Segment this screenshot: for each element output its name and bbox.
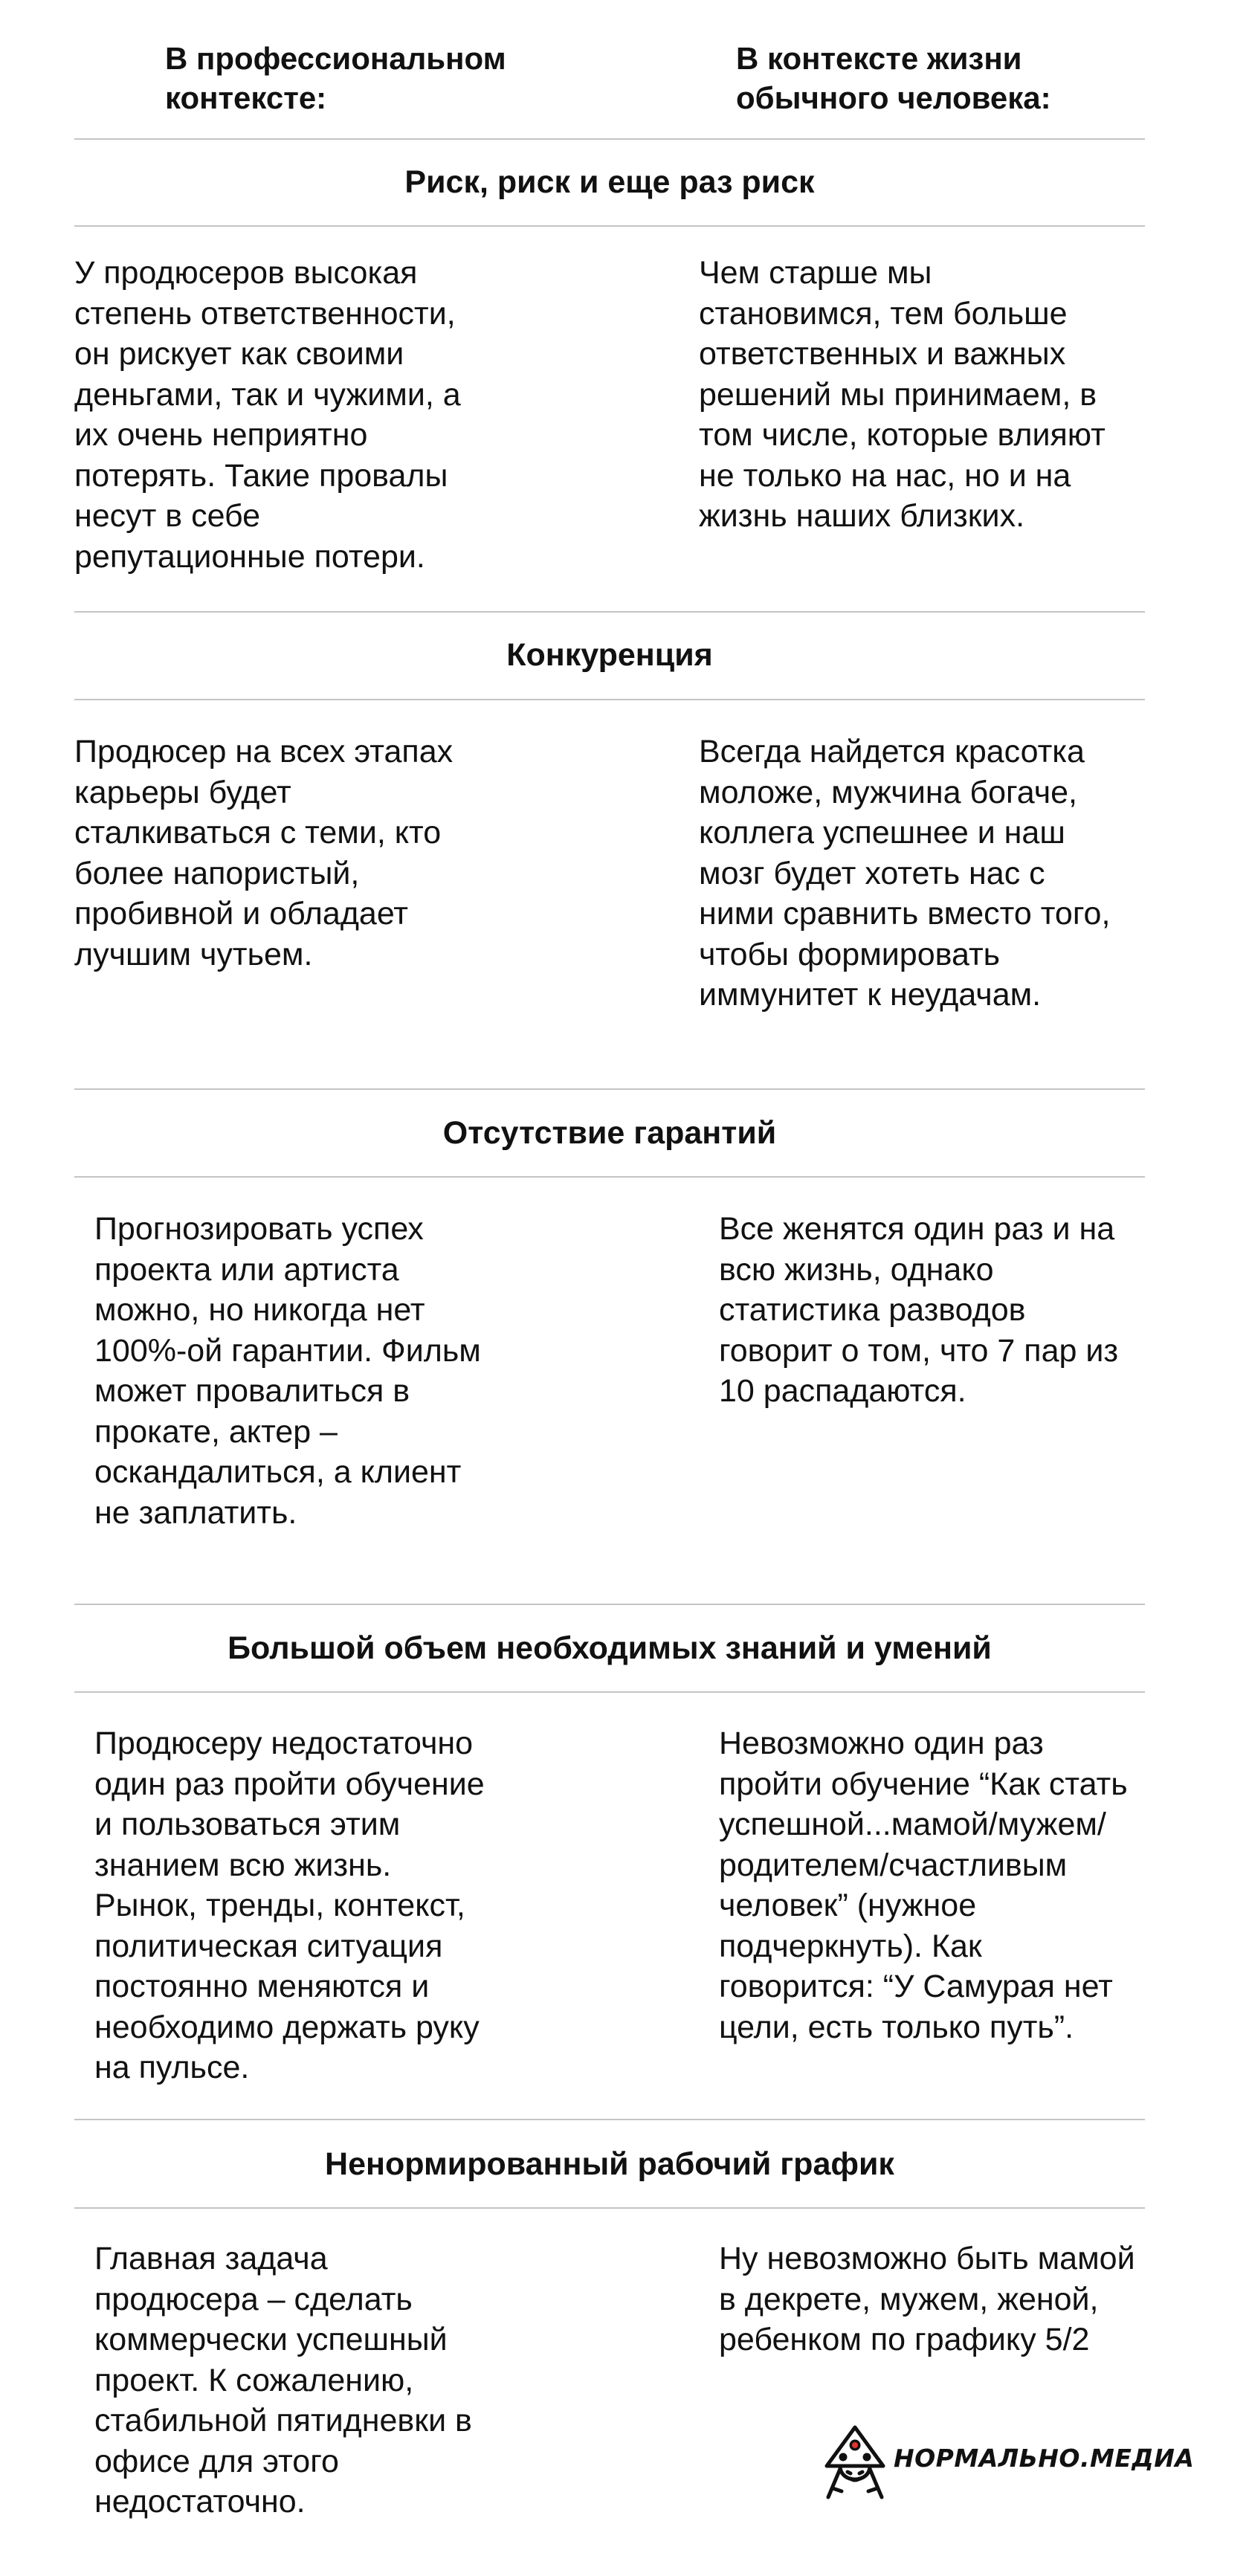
text-line: Чем старше мы — [699, 255, 932, 291]
text-line: становимся, тем больше — [699, 295, 1068, 332]
text-line: Продюсер на всех этапах — [74, 734, 454, 769]
section-competition-professional-text — [74, 732, 453, 975]
text-line: Продюсеру недостаточно — [94, 1726, 474, 1761]
text-line: жизнь наших близких. — [699, 498, 1025, 534]
text-line: офисе для этого — [94, 2443, 339, 2479]
text-line: на пульсе. — [94, 2050, 250, 2085]
text-line: У продюсеров высокая — [74, 255, 418, 291]
section-schedule-everyday-text — [719, 2238, 1135, 2360]
text-line: постоянно меняются и — [94, 1969, 430, 2004]
text-line: необходимо держать руку — [94, 2009, 480, 2045]
section-knowledge-professional-text — [94, 1723, 485, 2088]
text-line: том числе, которые влияют — [699, 417, 1106, 453]
text-line: проекта или артиста — [94, 1251, 399, 1288]
text-line: оскандалиться, а клиент — [94, 1454, 462, 1490]
section-knowledge-everyday-text — [719, 1723, 1128, 2047]
text-line: прокате, актер – — [94, 1413, 338, 1450]
divider — [74, 225, 1145, 227]
text-line: Прогнозировать успех — [94, 1211, 424, 1247]
text-line: говорится: “У Самурая нет — [719, 1969, 1113, 2004]
divider — [74, 138, 1145, 140]
text-line: сталкиваться с теми, кто — [74, 815, 442, 850]
text-line: может провалиться в — [94, 1373, 410, 1409]
text-line: Всегда найдется красотка — [699, 734, 1085, 769]
column-header-everyday: В контексте жизни обычного человека: — [736, 41, 1051, 116]
text-line: продюсера – сделать — [94, 2281, 413, 2317]
text-line: можно, но никогда нет — [94, 1292, 425, 1328]
kokoshnik-icon — [818, 2420, 892, 2502]
brand-logo-text: НОРМАЛЬНО.МЕДИА — [894, 2444, 1195, 2473]
text-line: родителем/счастливым — [719, 1847, 1068, 1883]
text-line: успешной...мамой/мужем/ — [719, 1807, 1106, 1842]
section-no-guarantees-professional-text — [94, 1209, 481, 1533]
text-line: ответственных и важных — [699, 336, 1066, 372]
text-line: цели, есть только путь”. — [719, 2009, 1074, 2045]
text-line: статистика разводов — [719, 1292, 1026, 1328]
text-line: мозг будет хотеть нас с — [699, 855, 1045, 891]
text-line: карьеры будет — [74, 774, 291, 810]
text-line: знанием всю жизнь. — [94, 1847, 392, 1883]
text-line: чтобы формировать — [699, 936, 1001, 972]
text-line: пробивной и обладает — [74, 896, 409, 932]
text-line: проект. К сожалению, — [94, 2362, 414, 2398]
text-line: решений мы принимаем, в — [699, 376, 1097, 413]
section-competition-everyday-text — [699, 732, 1110, 1016]
text-line: моложе, мужчина богаче, — [699, 774, 1077, 810]
text-line: стабильной пятидневки в — [94, 2403, 472, 2438]
text-line: Все женятся один раз и на — [719, 1211, 1115, 1247]
text-line: 10 распадаются. — [719, 1373, 966, 1409]
divider — [74, 2119, 1145, 2120]
divider — [74, 2207, 1145, 2209]
text-line: Рынок, тренды, контекст, — [94, 1888, 465, 1923]
text-line: не только на нас, но и на — [699, 457, 1071, 494]
text-line: их очень неприятно — [74, 417, 368, 453]
text-line: человек” (нужное — [719, 1888, 977, 1923]
section-title-knowledge: Большой объем необходимых знаний и умений — [227, 1630, 992, 1666]
text-line: всю жизнь, однако — [719, 1251, 994, 1288]
text-line: степень ответственности, — [74, 295, 456, 332]
text-line: политическая ситуация — [94, 1928, 443, 1964]
section-title-risk: Риск, риск и еще раз риск — [404, 164, 815, 200]
text-line: иммунитет к неудачам. — [699, 977, 1042, 1013]
section-title-competition: Конкуренция — [506, 637, 713, 673]
section-risk-everyday-text — [699, 253, 1106, 537]
text-line: Главная задача — [94, 2241, 328, 2276]
section-title-no-guarantees: Отсутствие гарантий — [442, 1115, 777, 1151]
text-line: деньгами, так и чужими, а — [74, 376, 461, 413]
text-line: Невозможно один раз — [719, 1726, 1044, 1761]
section-risk-professional-text — [74, 253, 461, 577]
text-line: недостаточно. — [94, 2484, 306, 2519]
divider — [74, 1691, 1145, 1693]
section-title-schedule: Ненормированный рабочий график — [325, 2146, 894, 2182]
text-line: подчеркнуть). Как — [719, 1928, 982, 1964]
text-line: коллега успешнее и наш — [699, 815, 1065, 850]
divider — [74, 1088, 1145, 1090]
text-line: Ну невозможно быть мамой — [719, 2241, 1135, 2276]
text-line: говорит о том, что 7 пар из — [719, 1332, 1119, 1369]
divider — [74, 611, 1145, 613]
text-line: пройти обучение “Как стать — [719, 1766, 1128, 1802]
text-line: лучшим чутьем. — [74, 936, 313, 972]
section-no-guarantees-everyday-text — [719, 1209, 1118, 1412]
brand-logo — [818, 2420, 1195, 2502]
text-line: ребенком по графику 5/2 — [719, 2322, 1090, 2357]
text-line: не заплатить. — [94, 1494, 297, 1531]
text-line: потерять. Такие провалы — [74, 457, 448, 494]
text-line: и пользоваться этим — [94, 1807, 401, 1842]
text-line: коммерчески успешный — [94, 2322, 448, 2357]
text-line: 100%-ой гарантии. Фильм — [94, 1332, 481, 1369]
divider — [74, 1176, 1145, 1178]
text-line: ними сравнить вместо того, — [699, 896, 1111, 932]
text-line: репутационные потери. — [74, 538, 425, 575]
text-line: один раз пройти обучение — [94, 1766, 485, 1802]
text-line: несут в себе — [74, 498, 261, 534]
divider — [74, 699, 1145, 700]
text-line: в декрете, мужем, женой, — [719, 2281, 1099, 2317]
section-schedule-professional-text — [94, 2238, 472, 2522]
text-line: он рискует как своими — [74, 336, 404, 372]
column-header-professional: В профессиональном контексте: — [165, 41, 506, 116]
text-line: более напористый, — [74, 855, 360, 891]
divider — [74, 1604, 1145, 1605]
